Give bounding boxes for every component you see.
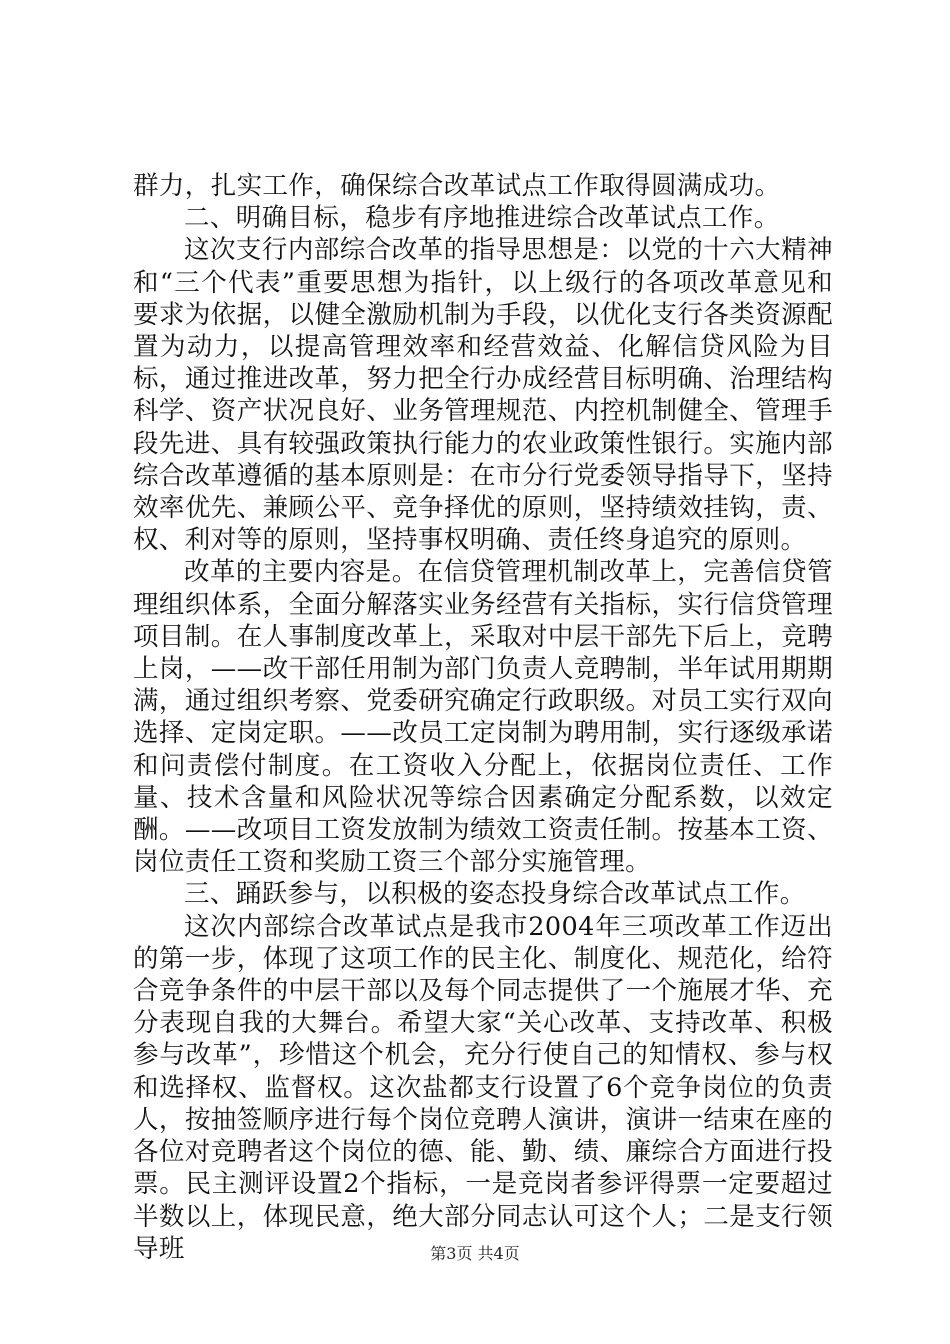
section-heading-2: 二、明确目标，稳步有序地推进综合改革试点工作。 xyxy=(184,203,780,234)
paragraph-participation: 这次内部综合改革试点是我市2004年三项改革工作迈出的第一步，体现了这项工作的民主化、制度化、规范化，给符合竞争条件的中层干部以及每个同志提供了一个施展才华、充分表现自我的大舞台。希望大家“关心改革、支持改革、积极参与改革”，珍惜这个机会，充分行使自己的知情权、参与权和选择权、监督权。这次盐都支行设置了6个竞争岗位的负责人，按抽签顺序进行每个岗位竞聘人演讲，演讲一结束在座的各位对竞聘者这个岗位的德、能、勤、绩、廉综合方面进行投票。民主测评设置2个指标，一是竞岗者参评得票一定要超过半数以上，体现民意，绝大部分同志认可这个人；二是支行领导班 xyxy=(133,911,833,1264)
page-footer: 第3页 共4页 xyxy=(430,1244,520,1263)
section-heading-3: 三、踊跃参与，以积极的姿态投身综合改革试点工作。 xyxy=(184,879,806,910)
paragraph-main-content: 改革的主要内容是。在信贷管理机制改革上，完善信贷管理组织体系，全面分解落实业务经营有关指标，实行信贷管理项目制。在人事制度改革上，采取对中层干部先下后上，竞聘上岗，——改干部任用制为部门负责人竞聘制，半年试用期期满，通过组织考察、党委研究确定行政职级。对员工实行双向选择、定岗定职。——改员工定岗制为聘用制，实行逐级承诺和问责偿付制度。在工资收入分配上，依据岗位责任、工作量、技术含量和风险状况等综合因素确定分配系数，以效定酬。——改项目工资发放制为绩效工资责任制。按基本工资、岗位责任工资和奖励工资三个部分实施管理。 xyxy=(133,557,833,878)
paragraph-guiding-principles: 这次支行内部综合改革的指导思想是：以党的十六大精神和“三个代表”重要思想为指针，以上级行的各项改革意见和要求为依据，以健全激励机制为手段，以优化支行各类资源配置为动力，以提高管理效率和经营效益、化解信贷风险为目标，通过推进改革，努力把全行办成经营目标明确、治理结构科学、资产状况良好、业务管理规范、内控机制健全、管理手段先进、具有较强政策执行能力的农业政策性银行。实施内部综合改革遵循的基本原则是：在市分行党委领导指导下，坚持效率优先、兼顾公平、竞争择优的原则，坚持绩效挂钩，责、权、利对等的原则，坚持事权明确、责任终身追究的原则。 xyxy=(133,235,833,556)
paragraph-continuation: 群力，扎实工作，确保综合改革试点工作取得圆满成功。 xyxy=(133,171,781,201)
document-body xyxy=(133,170,833,1265)
